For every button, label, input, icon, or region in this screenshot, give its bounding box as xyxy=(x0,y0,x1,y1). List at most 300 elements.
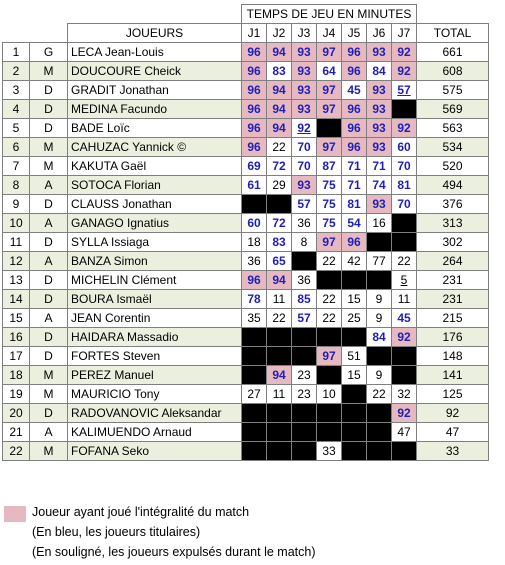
minutes-cell xyxy=(367,176,392,195)
row-rank: 10 xyxy=(3,214,30,233)
legend-starters: (En bleu, les joueurs titulaires) xyxy=(32,525,201,539)
not-played-cell xyxy=(267,423,292,442)
minutes-value: 22 xyxy=(322,292,336,306)
player-name: FORTES Steven xyxy=(68,347,242,366)
minutes-cell xyxy=(242,100,267,119)
not-played-cell xyxy=(392,233,417,252)
not-played-cell xyxy=(242,366,267,385)
row-rank: 1 xyxy=(3,43,30,62)
minutes-cell xyxy=(392,423,417,442)
minutes-value: 77 xyxy=(372,254,386,268)
not-played-cell xyxy=(317,404,342,423)
minutes-value: 92 xyxy=(397,121,411,135)
minutes-value: 93 xyxy=(297,45,311,59)
minutes-cell xyxy=(267,233,292,252)
minutes-value: 81 xyxy=(397,178,411,192)
not-played-cell xyxy=(292,442,317,461)
minutes-cell xyxy=(292,43,317,62)
row-total: 575 xyxy=(417,81,489,100)
not-played-cell xyxy=(367,442,392,461)
not-played-cell xyxy=(317,366,342,385)
row-rank: 15 xyxy=(3,309,30,328)
playing-time-table xyxy=(2,4,489,461)
row-rank: 12 xyxy=(3,252,30,271)
minutes-value: 29 xyxy=(272,178,286,192)
minutes-cell xyxy=(242,309,267,328)
row-position: D xyxy=(30,233,68,252)
player-name: JEAN Corentin xyxy=(68,309,242,328)
minutes-value: 15 xyxy=(347,368,361,382)
minutes-cell xyxy=(292,176,317,195)
minutes-cell xyxy=(342,62,367,81)
minutes-value: 96 xyxy=(247,102,261,116)
minutes-value: 22 xyxy=(272,140,286,154)
minutes-cell xyxy=(242,233,267,252)
minutes-cell xyxy=(267,252,292,271)
minutes-value: 57 xyxy=(297,197,311,211)
minutes-value: 65 xyxy=(272,254,286,268)
minutes-value: 93 xyxy=(297,83,311,97)
table-row xyxy=(3,252,489,271)
not-played-cell xyxy=(267,347,292,366)
minutes-cell xyxy=(367,195,392,214)
minutes-cell xyxy=(292,157,317,176)
minutes-value: 23 xyxy=(297,387,311,401)
not-played-cell xyxy=(342,442,367,461)
not-played-cell xyxy=(392,366,417,385)
minutes-cell xyxy=(317,214,342,233)
minutes-value: 11 xyxy=(272,292,286,306)
minutes-value: 94 xyxy=(272,83,286,97)
minutes-value: 11 xyxy=(272,387,286,401)
minutes-cell xyxy=(342,195,367,214)
not-played-cell xyxy=(392,347,417,366)
table-row xyxy=(3,328,489,347)
minutes-value: 74 xyxy=(372,178,386,192)
minutes-value: 22 xyxy=(322,311,336,325)
minutes-value: 57 xyxy=(397,83,411,97)
minutes-cell xyxy=(342,214,367,233)
table-row xyxy=(3,157,489,176)
minutes-value: 33 xyxy=(322,444,336,458)
minutes-cell xyxy=(267,385,292,404)
minutes-value: 97 xyxy=(322,349,336,363)
row-position: M xyxy=(30,366,68,385)
minutes-cell xyxy=(342,157,367,176)
minutes-value: 23 xyxy=(297,368,311,382)
row-position: A xyxy=(30,176,68,195)
table-row xyxy=(3,385,489,404)
player-name: FOFANA Seko xyxy=(68,442,242,461)
not-played-cell xyxy=(367,404,392,423)
player-name: PEREZ Manuel xyxy=(68,366,242,385)
minutes-cell xyxy=(367,290,392,309)
not-played-cell xyxy=(317,271,342,290)
minutes-cell xyxy=(317,233,342,252)
minutes-value: 60 xyxy=(397,140,411,154)
minutes-cell xyxy=(367,81,392,100)
player-name: MICHELIN Clément xyxy=(68,271,242,290)
table-row xyxy=(3,347,489,366)
minutes-cell xyxy=(267,157,292,176)
row-total: 231 xyxy=(417,271,489,290)
minutes-value: 96 xyxy=(347,102,361,116)
minutes-cell xyxy=(392,195,417,214)
legend-expelled: (En souligné, les joueurs expulsés durant le match) xyxy=(32,545,316,559)
minutes-cell xyxy=(267,119,292,138)
not-played-cell xyxy=(242,347,267,366)
minutes-value: 70 xyxy=(297,140,311,154)
not-played-cell xyxy=(342,385,367,404)
row-total: 534 xyxy=(417,138,489,157)
minutes-value: 94 xyxy=(272,102,286,116)
minutes-cell xyxy=(242,271,267,290)
minutes-value: 54 xyxy=(347,216,361,230)
minutes-value: 96 xyxy=(247,140,261,154)
row-rank: 5 xyxy=(3,119,30,138)
not-played-cell xyxy=(267,328,292,347)
not-played-cell xyxy=(367,347,392,366)
not-played-cell xyxy=(267,442,292,461)
minutes-cell xyxy=(267,43,292,62)
row-position: D xyxy=(30,100,68,119)
minutes-value: 94 xyxy=(272,368,286,382)
minutes-cell xyxy=(367,119,392,138)
row-rank: 18 xyxy=(3,366,30,385)
minutes-cell xyxy=(242,385,267,404)
minutes-value: 96 xyxy=(247,273,261,287)
minutes-cell xyxy=(292,195,317,214)
table-row xyxy=(3,423,489,442)
minutes-cell xyxy=(342,43,367,62)
row-rank: 11 xyxy=(3,233,30,252)
minutes-value: 51 xyxy=(347,349,361,363)
not-played-cell xyxy=(342,328,367,347)
minutes-value: 25 xyxy=(347,311,361,325)
not-played-cell xyxy=(292,423,317,442)
total-header: TOTAL xyxy=(417,24,489,43)
minutes-value: 45 xyxy=(397,311,411,325)
table-row xyxy=(3,62,489,81)
table-row xyxy=(3,138,489,157)
minutes-cell xyxy=(242,290,267,309)
row-rank: 8 xyxy=(3,176,30,195)
row-position: A xyxy=(30,214,68,233)
minutes-cell xyxy=(242,138,267,157)
match-header-j6: J6 xyxy=(367,24,392,43)
minutes-value: 96 xyxy=(247,83,261,97)
not-played-cell xyxy=(292,328,317,347)
minutes-cell xyxy=(242,157,267,176)
row-position: D xyxy=(30,328,68,347)
minutes-cell xyxy=(292,271,317,290)
minutes-value: 9 xyxy=(375,292,383,306)
minutes-cell xyxy=(292,309,317,328)
minutes-value: 22 xyxy=(397,254,411,268)
minutes-cell xyxy=(342,100,367,119)
minutes-cell xyxy=(292,214,317,233)
row-rank: 6 xyxy=(3,138,30,157)
minutes-value: 84 xyxy=(372,330,386,344)
minutes-cell xyxy=(267,81,292,100)
not-played-cell xyxy=(392,214,417,233)
minutes-cell xyxy=(342,119,367,138)
row-rank: 16 xyxy=(3,328,30,347)
minutes-cell xyxy=(367,62,392,81)
minutes-value: 9 xyxy=(375,311,383,325)
minutes-cell xyxy=(367,100,392,119)
match-header-j2: J2 xyxy=(267,24,292,43)
minutes-value: 70 xyxy=(297,159,311,173)
minutes-cell xyxy=(267,271,292,290)
not-played-cell xyxy=(392,442,417,461)
minutes-cell xyxy=(367,328,392,347)
minutes-cell xyxy=(267,309,292,328)
table-row xyxy=(3,43,489,62)
minutes-cell xyxy=(267,176,292,195)
minutes-value: 71 xyxy=(347,178,361,192)
minutes-value: 22 xyxy=(372,387,386,401)
match-header-j7: J7 xyxy=(392,24,417,43)
minutes-cell xyxy=(392,119,417,138)
table-row xyxy=(3,233,489,252)
row-rank: 21 xyxy=(3,423,30,442)
row-total: 148 xyxy=(417,347,489,366)
minutes-cell xyxy=(242,81,267,100)
minutes-value: 22 xyxy=(272,311,286,325)
row-position: D xyxy=(30,195,68,214)
minutes-cell xyxy=(367,309,392,328)
player-name: MAURICIO Tony xyxy=(68,385,242,404)
row-total: 231 xyxy=(417,290,489,309)
minutes-cell xyxy=(292,366,317,385)
minutes-value: 97 xyxy=(322,140,336,154)
match-header-j1: J1 xyxy=(242,24,267,43)
minutes-cell xyxy=(242,119,267,138)
minutes-value: 42 xyxy=(347,254,361,268)
not-played-cell xyxy=(317,423,342,442)
minutes-cell xyxy=(292,138,317,157)
minutes-cell xyxy=(292,385,317,404)
row-position: M xyxy=(30,62,68,81)
not-played-cell xyxy=(242,423,267,442)
minutes-cell xyxy=(367,43,392,62)
legend-full-match: Joueur ayant joué l'intégralité du match xyxy=(32,505,250,519)
minutes-value: 47 xyxy=(397,425,411,439)
minutes-cell xyxy=(267,290,292,309)
row-position: D xyxy=(30,404,68,423)
player-name: BADE Loïc xyxy=(68,119,242,138)
not-played-cell xyxy=(342,423,367,442)
player-name: KAKUTA Gaël xyxy=(68,157,242,176)
minutes-value: 96 xyxy=(347,235,361,249)
player-name: KALIMUENDO Arnaud xyxy=(68,423,242,442)
table-row xyxy=(3,290,489,309)
minutes-cell xyxy=(292,233,317,252)
minutes-value: 81 xyxy=(347,197,361,211)
row-rank: 14 xyxy=(3,290,30,309)
row-total: 302 xyxy=(417,233,489,252)
minutes-cell xyxy=(392,252,417,271)
minutes-value: 97 xyxy=(322,102,336,116)
minutes-value: 72 xyxy=(272,159,286,173)
minutes-cell xyxy=(392,157,417,176)
table-row xyxy=(3,119,489,138)
minutes-value: 22 xyxy=(322,254,336,268)
minutes-value: 10 xyxy=(322,387,336,401)
not-played-cell xyxy=(317,119,342,138)
minutes-cell xyxy=(342,176,367,195)
table-row xyxy=(3,195,489,214)
player-name: BANZA Simon xyxy=(68,252,242,271)
minutes-value: 92 xyxy=(397,45,411,59)
minutes-cell xyxy=(392,290,417,309)
minutes-value: 96 xyxy=(247,64,261,78)
minutes-cell xyxy=(267,366,292,385)
joueurs-header: JOUEURS xyxy=(68,24,242,43)
row-total: 661 xyxy=(417,43,489,62)
minutes-cell xyxy=(392,271,417,290)
minutes-value: 18 xyxy=(247,235,261,249)
table-row xyxy=(3,271,489,290)
minutes-value: 96 xyxy=(247,45,261,59)
minutes-value: 15 xyxy=(347,292,361,306)
row-total: 33 xyxy=(417,442,489,461)
minutes-value: 83 xyxy=(272,64,286,78)
minutes-value: 70 xyxy=(397,197,411,211)
minutes-cell xyxy=(317,62,342,81)
group-header: TEMPS DE JEU EN MINUTES xyxy=(242,5,417,24)
minutes-cell xyxy=(342,233,367,252)
row-rank: 17 xyxy=(3,347,30,366)
minutes-cell xyxy=(367,385,392,404)
minutes-value: 93 xyxy=(372,121,386,135)
not-played-cell xyxy=(342,404,367,423)
minutes-cell xyxy=(392,404,417,423)
minutes-value: 87 xyxy=(322,159,336,173)
minutes-value: 93 xyxy=(297,178,311,192)
not-played-cell xyxy=(292,404,317,423)
not-played-cell xyxy=(242,195,267,214)
player-name: RADOVANOVIC Aleksandar xyxy=(68,404,242,423)
minutes-cell xyxy=(317,100,342,119)
minutes-cell xyxy=(392,138,417,157)
row-total: 569 xyxy=(417,100,489,119)
minutes-cell xyxy=(392,81,417,100)
minutes-value: 75 xyxy=(322,178,336,192)
minutes-cell xyxy=(342,138,367,157)
minutes-value: 71 xyxy=(347,159,361,173)
match-header-j5: J5 xyxy=(342,24,367,43)
table-row xyxy=(3,176,489,195)
minutes-cell xyxy=(267,100,292,119)
row-position: M xyxy=(30,138,68,157)
row-total: 520 xyxy=(417,157,489,176)
table-row xyxy=(3,442,489,461)
row-rank: 9 xyxy=(3,195,30,214)
minutes-cell xyxy=(242,62,267,81)
minutes-value: 96 xyxy=(347,64,361,78)
not-played-cell xyxy=(292,347,317,366)
not-played-cell xyxy=(242,328,267,347)
minutes-value: 92 xyxy=(397,330,411,344)
minutes-cell xyxy=(317,138,342,157)
minutes-cell xyxy=(242,43,267,62)
row-rank: 22 xyxy=(3,442,30,461)
minutes-value: 96 xyxy=(347,45,361,59)
minutes-cell xyxy=(242,176,267,195)
minutes-value: 93 xyxy=(372,45,386,59)
table-row xyxy=(3,309,489,328)
minutes-cell xyxy=(342,252,367,271)
minutes-value: 93 xyxy=(372,197,386,211)
row-rank: 13 xyxy=(3,271,30,290)
row-position: D xyxy=(30,81,68,100)
not-played-cell xyxy=(242,442,267,461)
player-name: DOUCOURE Cheick xyxy=(68,62,242,81)
minutes-value: 93 xyxy=(372,102,386,116)
minutes-cell xyxy=(342,347,367,366)
minutes-cell xyxy=(342,290,367,309)
minutes-cell xyxy=(392,309,417,328)
table-body xyxy=(3,43,489,461)
not-played-cell xyxy=(267,404,292,423)
minutes-value: 96 xyxy=(347,121,361,135)
minutes-cell xyxy=(392,328,417,347)
table-row xyxy=(3,366,489,385)
row-total: 215 xyxy=(417,309,489,328)
minutes-cell xyxy=(317,81,342,100)
minutes-value: 57 xyxy=(297,311,311,325)
minutes-cell xyxy=(292,119,317,138)
minutes-cell xyxy=(317,442,342,461)
minutes-value: 84 xyxy=(372,64,386,78)
minutes-value: 97 xyxy=(322,83,336,97)
minutes-cell xyxy=(342,309,367,328)
row-position: M xyxy=(30,157,68,176)
minutes-value: 8 xyxy=(300,235,308,249)
row-position: A xyxy=(30,309,68,328)
minutes-value: 36 xyxy=(297,273,311,287)
minutes-cell xyxy=(292,290,317,309)
minutes-value: 72 xyxy=(272,216,286,230)
minutes-cell xyxy=(317,157,342,176)
minutes-value: 94 xyxy=(272,273,286,287)
minutes-value: 75 xyxy=(322,197,336,211)
row-position: D xyxy=(30,119,68,138)
minutes-value: 94 xyxy=(272,121,286,135)
minutes-value: 5 xyxy=(400,273,408,287)
row-total: 608 xyxy=(417,62,489,81)
row-position: M xyxy=(30,442,68,461)
minutes-cell xyxy=(317,176,342,195)
match-header-j4: J4 xyxy=(317,24,342,43)
minutes-value: 70 xyxy=(397,159,411,173)
minutes-value: 83 xyxy=(272,235,286,249)
not-played-cell xyxy=(267,195,292,214)
minutes-cell xyxy=(242,252,267,271)
row-position: M xyxy=(30,385,68,404)
minutes-cell xyxy=(267,214,292,233)
minutes-cell xyxy=(292,81,317,100)
minutes-value: 36 xyxy=(247,254,261,268)
minutes-cell xyxy=(367,366,392,385)
match-header-j3: J3 xyxy=(292,24,317,43)
row-rank: 7 xyxy=(3,157,30,176)
full-match-swatch xyxy=(4,506,26,522)
minutes-value: 71 xyxy=(372,159,386,173)
row-total: 141 xyxy=(417,366,489,385)
